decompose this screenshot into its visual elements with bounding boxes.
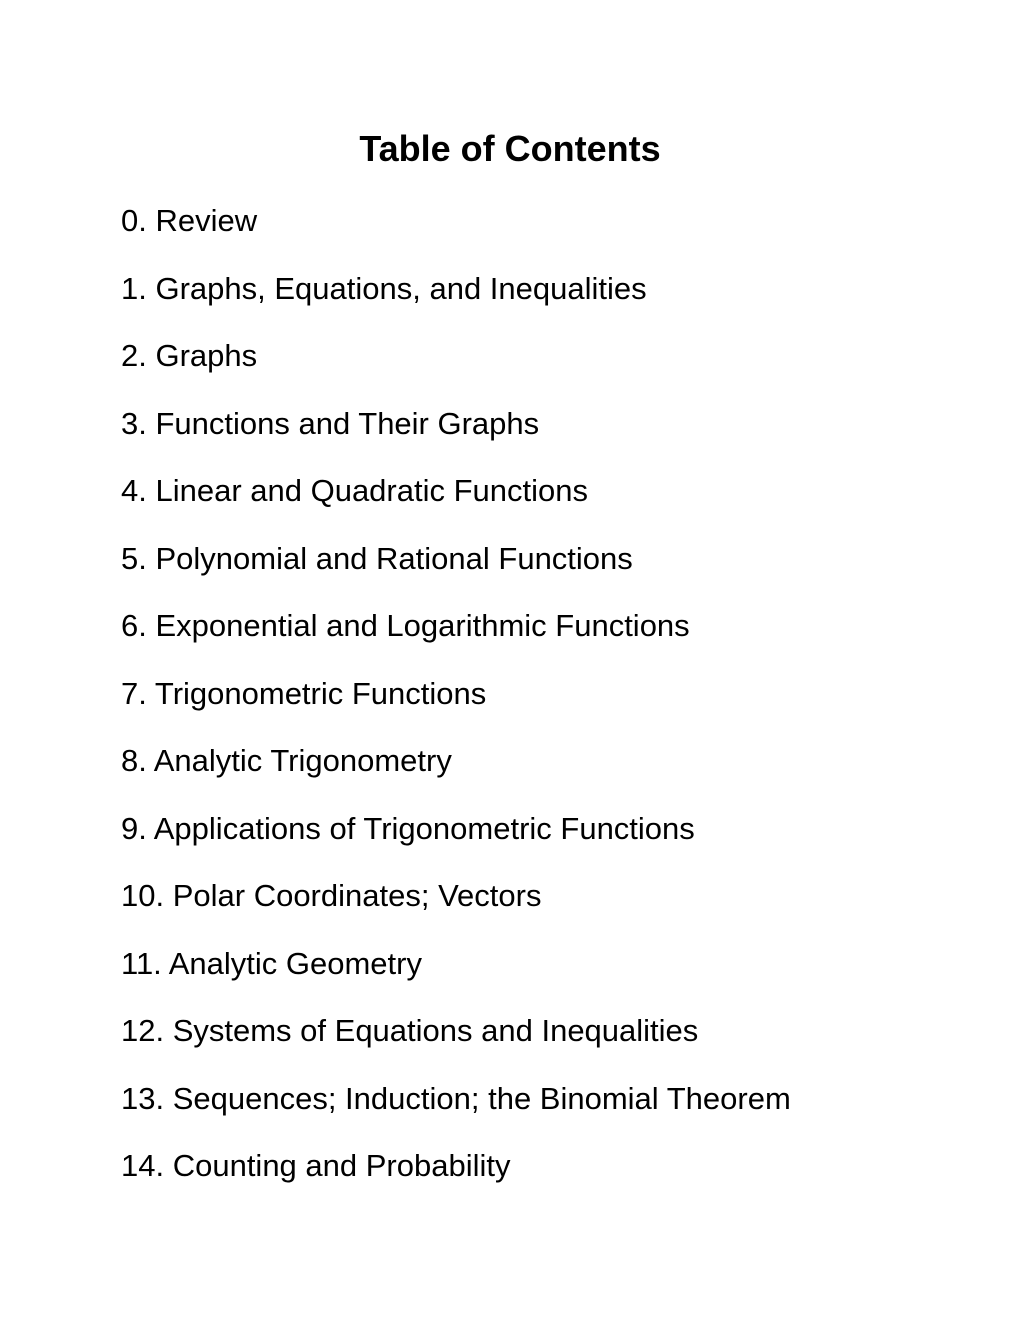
toc-entry-trigonometric-functions: 7. Trigonometric Functions — [121, 675, 487, 711]
toc-entry-linear-quadratic-functions: 4. Linear and Quadratic Functions — [121, 473, 588, 508]
toc-entry-sequences-induction-binomial-theorem: 13. Sequences; Induction; the Binomial Theorem — [121, 1080, 791, 1116]
page-title: Table of Contents — [359, 128, 661, 169]
toc-entry-analytic-geometry: 11. Analytic Geometry — [121, 945, 422, 981]
toc-list — [121, 199, 791, 1212]
toc-entry-applications-of-trigonometric-functions: 9. Applications of Trigonometric Functions — [121, 810, 695, 846]
toc-entry-analytic-trigonometry: 8. Analytic Trigonometry — [121, 743, 452, 778]
toc-entry-graphs-equations-inequalities: 1. Graphs, Equations, and Inequalities — [121, 270, 647, 306]
toc-entry-counting-and-probability: 14. Counting and Probability — [121, 1148, 511, 1183]
toc-entry-polar-coordinates-vectors: 10. Polar Coordinates; Vectors — [121, 878, 542, 913]
toc-entry-functions-and-their-graphs: 3. Functions and Their Graphs — [121, 405, 540, 441]
toc-entry-review: 0. Review — [121, 203, 258, 238]
toc-entry-polynomial-rational-functions: 5. Polynomial and Rational Functions — [121, 540, 633, 576]
toc-entry-exponential-logarithmic-functions: 6. Exponential and Logarithmic Functions — [121, 608, 690, 643]
toc-entry-graphs: 2. Graphs — [121, 338, 258, 373]
toc-entry-systems-of-equations-inequalities: 12. Systems of Equations and Inequalities — [121, 1013, 699, 1048]
